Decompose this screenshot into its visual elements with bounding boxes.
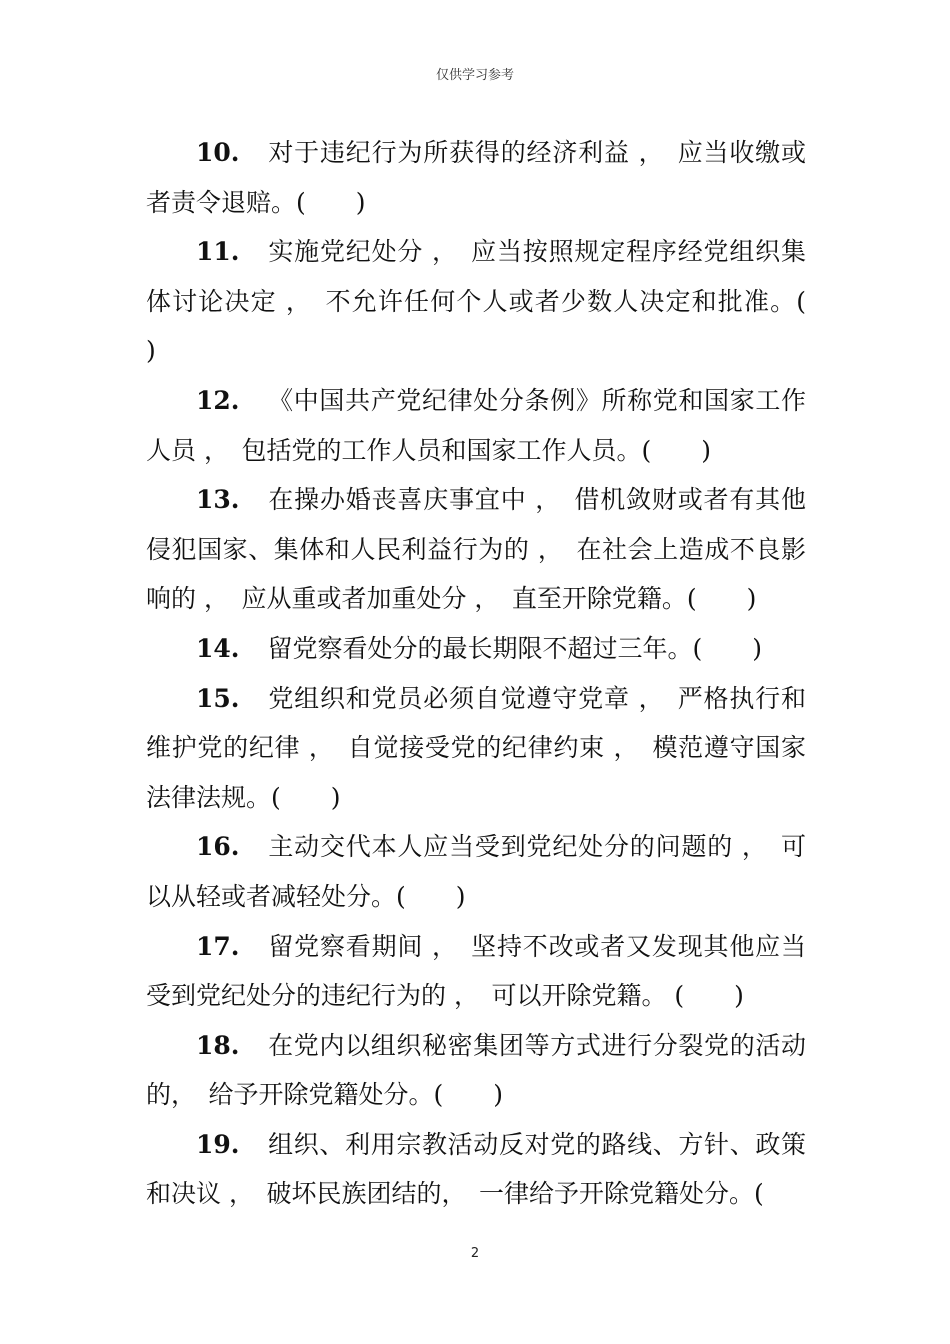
question-item (146, 822, 806, 921)
question-item (146, 922, 806, 1021)
question-item (146, 475, 806, 624)
question-item (146, 227, 857, 376)
question-text: 主动交代本人应当受到党纪处分的问题的 ， 可以从轻或者减轻处分。( ) (146, 832, 806, 911)
question-text: 对于违纪行为所获得的经济利益 ， 应当收缴或者责令退赔。( ) (146, 138, 806, 217)
question-text: 在操办婚丧喜庆事宜中 ， 借机敛财或者有其他侵犯国家、集体和人民利益行为的 ， 在社会上造成不良影响的 ， 应从重或者加重处分 ， 直至开除党籍。( ) (146, 485, 806, 614)
question-number: 15. (196, 683, 240, 713)
question-number: 13. (196, 485, 240, 515)
question-item (146, 624, 806, 674)
page-number: 2 (470, 1246, 480, 1261)
question-number: 16. (196, 832, 240, 862)
question-text: 党组织和党员必须自觉遵守党章 ， 严格执行和维护党的纪律 ， 自觉接受党的纪律约束 ， 模范遵守国家法律法规。( ) (146, 683, 806, 812)
question-item (146, 674, 806, 823)
question-text: 实施党纪处分 ， 应当按照规定程序经党组织集体讨论决定 ， 不允许任何个人或者少数人决定和批准。( ) (146, 237, 857, 366)
question-item (146, 1120, 806, 1219)
question-number: 11. (196, 237, 240, 267)
question-item (146, 376, 806, 475)
question-number: 19. (196, 1129, 240, 1159)
question-number: 14. (196, 633, 240, 663)
question-item (146, 128, 806, 227)
question-number: 10. (196, 138, 240, 167)
question-text: 《中国共产党纪律处分条例》所称党和国家工作人员 ， 包括党的工作人员和国家工作人员。( ) (146, 385, 806, 465)
question-number: 17. (196, 931, 240, 961)
question-text: 留党察看处分的最长期限不超过三年。( ) (267, 633, 763, 663)
header-note: 仅供学习参考 (435, 68, 514, 83)
question-number: 12. (196, 385, 240, 415)
question-text: 留党察看期间 ， 坚持不改或者又发现其他应当受到党纪处分的违纪行为的 ， 可以开除党籍。 ( ) (146, 931, 806, 1011)
question-text: 组织、利用宗教活动反对党的路线、方针、政策和决议 ， 破坏民族团结的， 一律给予开除党籍处分。( (146, 1129, 806, 1209)
question-item (146, 1021, 806, 1120)
question-text: 在党内以组织秘密集团等方式进行分裂党的活动的， 给予开除党籍处分。( ) (146, 1030, 806, 1110)
question-number: 18. (196, 1030, 240, 1060)
question-list (146, 128, 857, 1219)
